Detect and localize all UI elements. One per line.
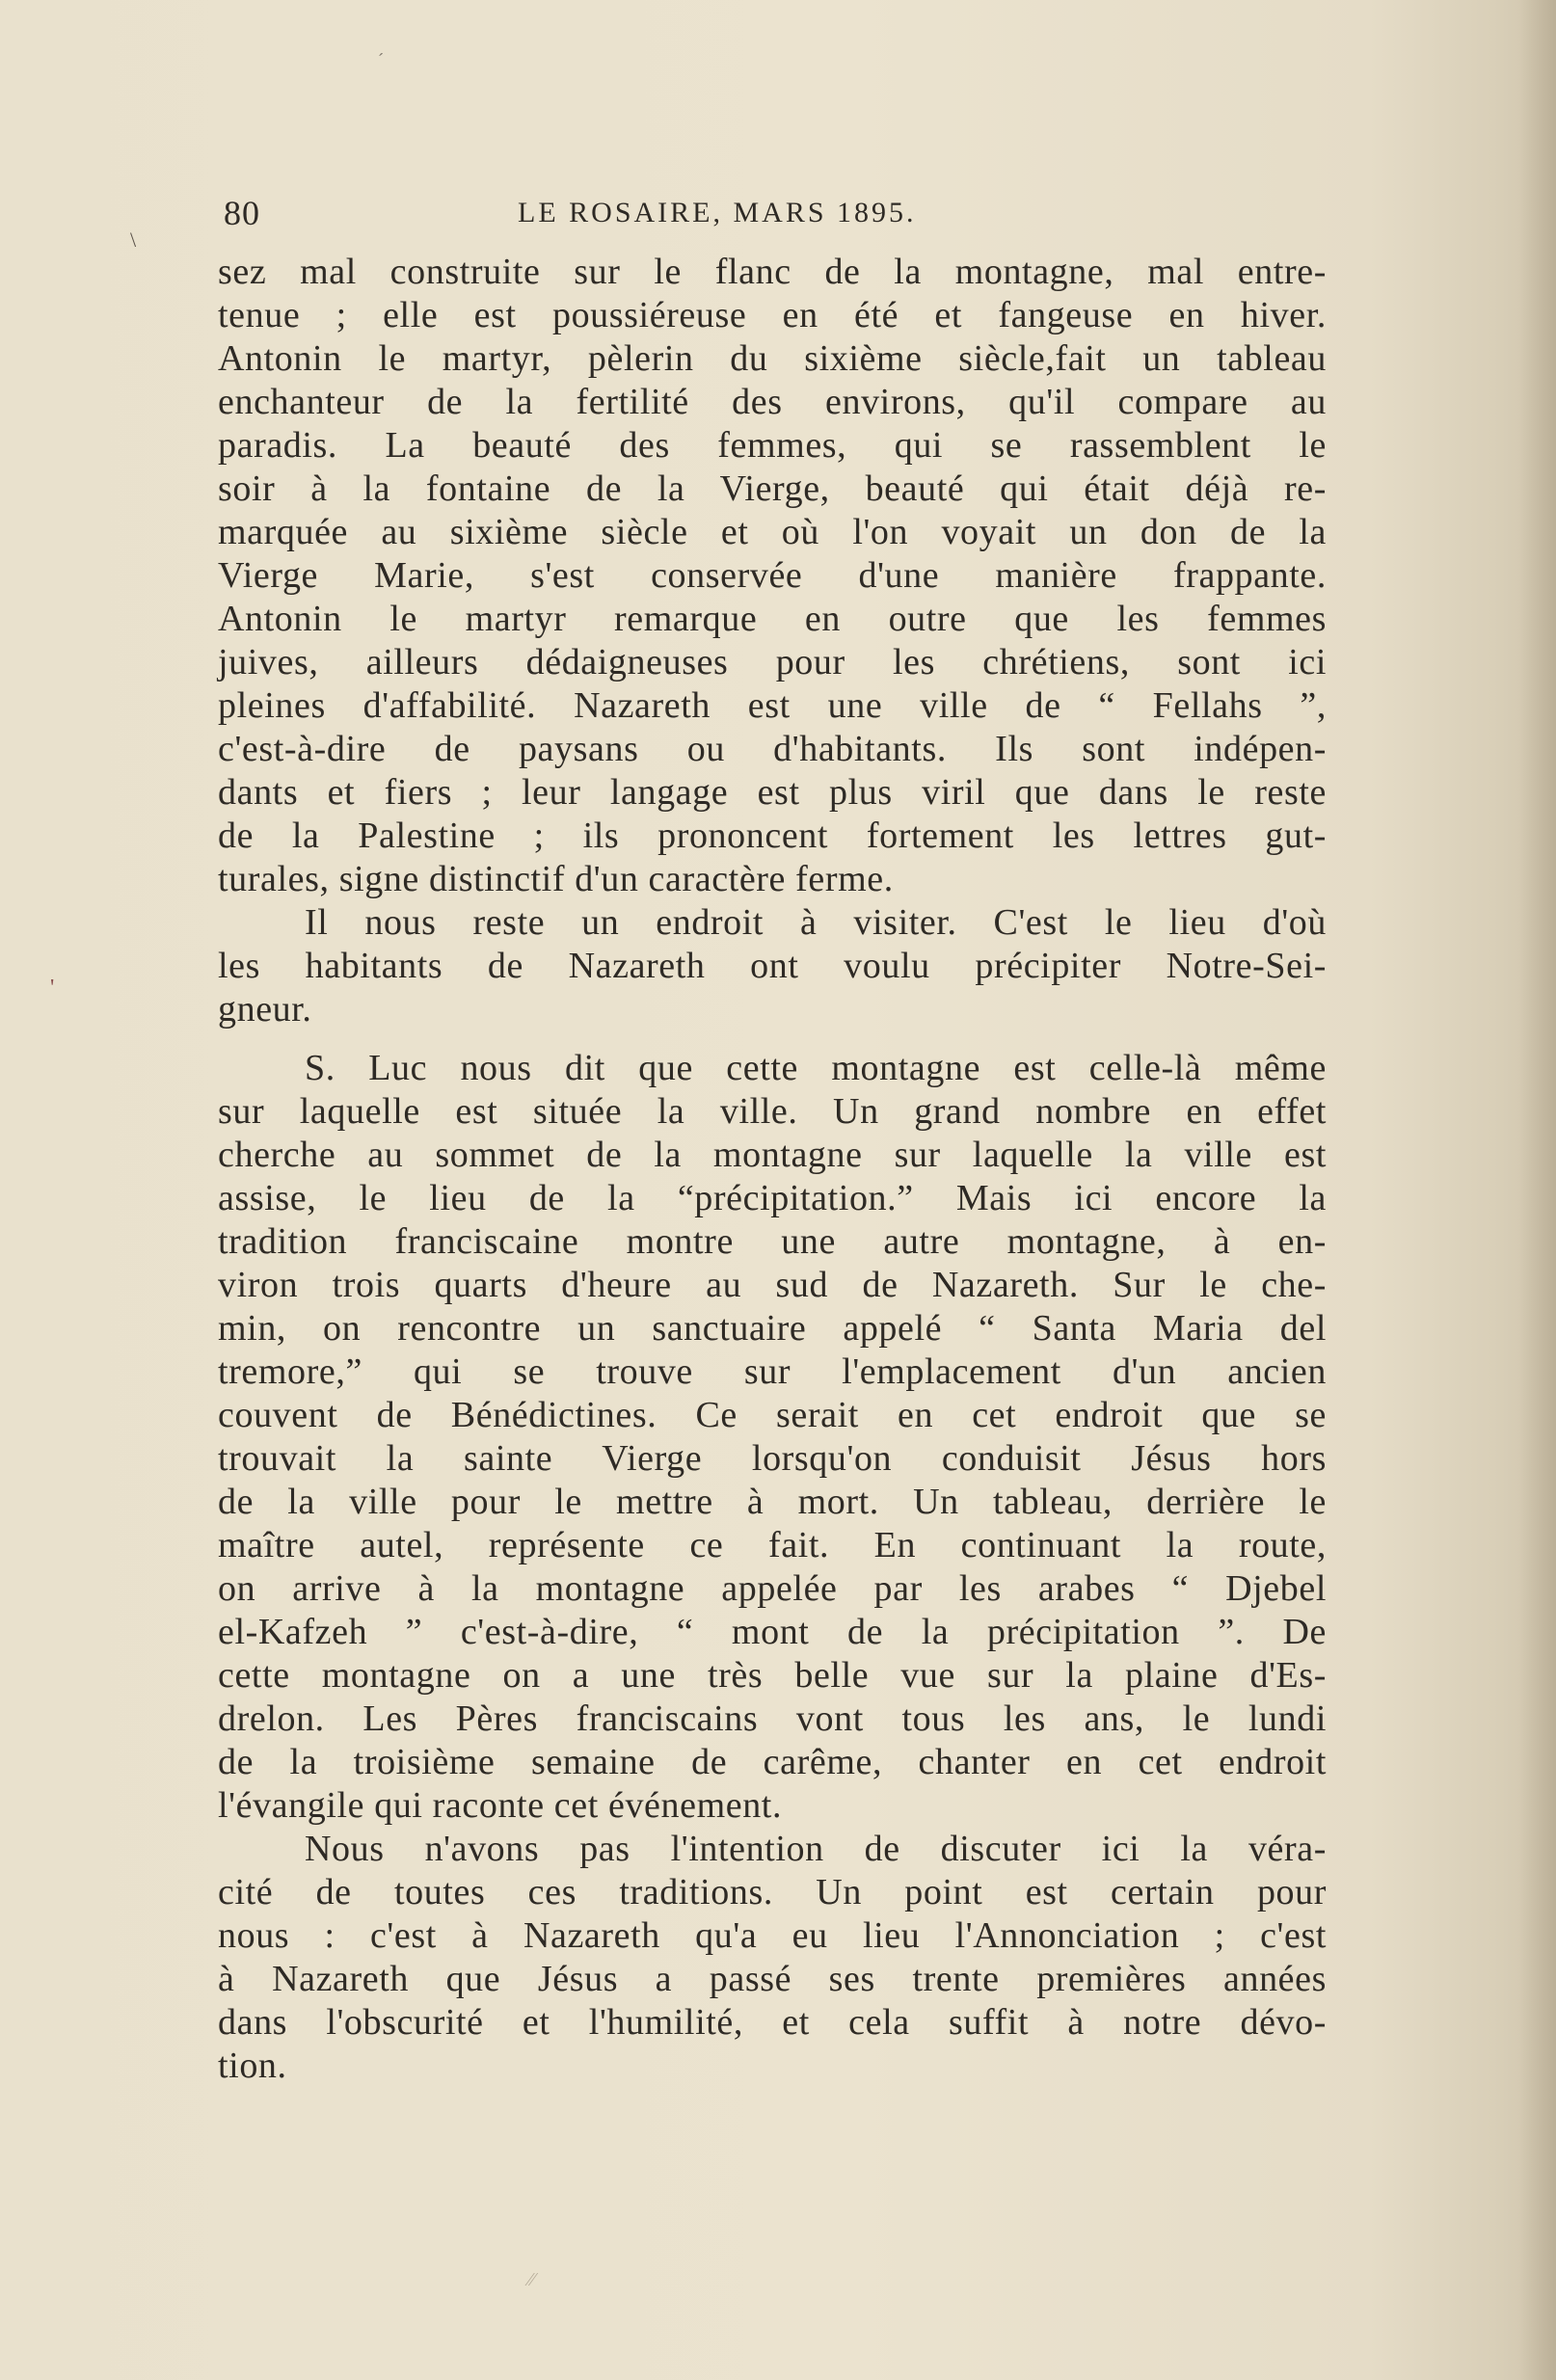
text-line: S. Luc nous dit que cette montagne est celle-là même [305, 1048, 1327, 1088]
body-text [218, 251, 1327, 2088]
text-line: nous : c'est à Nazareth qu'a eu lieu l'Annonciation ; c'est [218, 1915, 1327, 1956]
text-line: de la ville pour le mettre à mort. Un tableau, derrière le [218, 1482, 1327, 1522]
page-header [224, 185, 1053, 253]
text-line: Vierge Marie, s'est conservée d'une manière frappante. [218, 555, 1327, 596]
text-line: juives, ailleurs dédaigneuses pour les chrétiens, sont ici [218, 642, 1327, 682]
margin-mark: \ [130, 227, 137, 252]
text-line: Nous n'avons pas l'intention de discuter ici la véra- [305, 1829, 1327, 1869]
text-line: gneur. [218, 989, 312, 1030]
text-line: pleines d'affabilité. Nazareth est une ville de “ Fellahs ”, [218, 685, 1327, 726]
text-line: Antonin le martyr, pèlerin du sixième siècle,fait un tableau [218, 338, 1327, 379]
text-line: marquée au sixième siècle et où l'on voyait un don de la [218, 512, 1327, 552]
text-line: cette montagne on a une très belle vue sur la plaine d'Es- [218, 1655, 1327, 1696]
text-line: à Nazareth que Jésus a passé ses trente premières années [218, 1959, 1327, 1999]
text-line: dans l'obscurité et l'humilité, et cela suffit à notre dévo- [218, 2002, 1327, 2043]
page-number: 80 [224, 194, 260, 232]
text-line: sez mal construite sur le flanc de la montagne, mal entre- [218, 252, 1327, 292]
text-line: de la troisième semaine de carême, chanter en cet endroit [218, 1742, 1327, 1782]
paragraph-gap [218, 1031, 1327, 1047]
text-line: sur laquelle est située la ville. Un grand nombre en effet [218, 1091, 1327, 1132]
text-line: Antonin le martyr remarque en outre que les femmes [218, 599, 1327, 639]
text-line: cité de toutes ces traditions. Un point est certain pour [218, 1872, 1327, 1912]
text-line: paradis. La beauté des femmes, qui se rassemblent le [218, 425, 1327, 466]
text-line: soir à la fontaine de la Vierge, beauté qui était déjà re- [218, 468, 1327, 509]
text-line: dants et fiers ; leur langage est plus viril que dans le reste [218, 772, 1327, 813]
text-line: les habitants de Nazareth ont voulu précipiter Notre-Sei- [218, 946, 1327, 986]
pencil-mark: ´ [378, 50, 384, 69]
text-line: cherche au sommet de la montagne sur laquelle la ville est [218, 1135, 1327, 1175]
margin-mark: ' [50, 976, 55, 1001]
text-line: maître autel, représente ce fait. En continuant la route, [218, 1525, 1327, 1565]
running-head: LE ROSAIRE, MARS 1895. [518, 197, 917, 228]
text-line: couvent de Bénédictines. Ce serait en cet endroit que se [218, 1395, 1327, 1435]
text-line: drelon. Les Pères franciscains vont tous les ans, le lundi [218, 1698, 1327, 1739]
page-edge-shadow [1519, 0, 1556, 2380]
text-line: el-Kafzeh ” c'est-à-dire, “ mont de la précipitation ”. De [218, 1612, 1327, 1652]
text-line: tion. [218, 2046, 287, 2086]
text-line: de la Palestine ; ils prononcent fortement les lettres gut- [218, 816, 1327, 856]
text-line: l'évangile qui raconte cet événement. [218, 1785, 783, 1826]
text-line: assise, le lieu de la “précipitation.” Mais ici encore la [218, 1178, 1327, 1218]
faint-mark: ⁄⁄ [528, 2269, 535, 2290]
text-line: tremore,” qui se trouve sur l'emplacement d'un ancien [218, 1351, 1327, 1392]
text-line: enchanteur de la fertilité des environs, qu'il compare au [218, 382, 1327, 422]
text-line: tenue ; elle est poussiéreuse en été et fangeuse en hiver. [218, 295, 1327, 335]
text-line: tradition franciscaine montre une autre montagne, à en- [218, 1221, 1327, 1262]
text-line: min, on rencontre un sanctuaire appelé “ Santa Maria del [218, 1308, 1327, 1349]
text-line: c'est-à-dire de paysans ou d'habitants. Ils sont indépen- [218, 729, 1327, 769]
text-line: viron trois quarts d'heure au sud de Nazareth. Sur le che- [218, 1265, 1327, 1305]
text-line: Il nous reste un endroit à visiter. C'est le lieu d'où [305, 902, 1327, 943]
text-line: on arrive à la montagne appelée par les arabes “ Djebel [218, 1568, 1327, 1609]
text-line: turales, signe distinctif d'un caractère ferme. [218, 859, 894, 899]
text-line: trouvait la sainte Vierge lorsqu'on conduisit Jésus hors [218, 1438, 1327, 1479]
